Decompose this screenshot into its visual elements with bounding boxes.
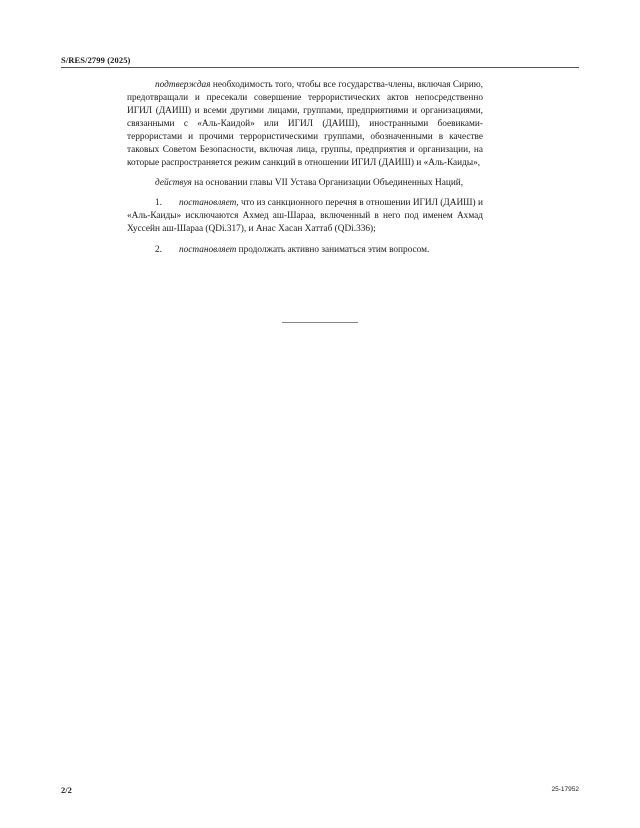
preambular-paragraph — [127, 79, 483, 170]
resolution-body — [127, 79, 483, 264]
paragraph-text: на основании главы VII Устава Организации Объединенных Наций, — [191, 178, 464, 189]
end-separator — [282, 322, 358, 323]
operative-paragraph — [127, 244, 483, 257]
document-symbol: S/RES/2799 (2025) — [61, 55, 131, 65]
paragraph-lead: подтверждая — [155, 80, 211, 90]
paragraph-text: необходимость того, чтобы все государства-члены, включая Сирию, предотвращали и пресекали совершение террористических актов непосредственно ИГИЛ (ДАИШ) и всеми другими лицами, группами, предприятиями и организациями, связанными с «Аль-Каидой» или ИГИЛ (ДАИШ), иностранными боевиками-террористами и прочими террористическими группами, обозначенными в качестве таковых Советом Безопасности, включая лица, группы, предприятия и организации, на которые распространяется режим санкций в отношении ИГИЛ (ДАИШ) и «Аль-Каиды», — [127, 80, 483, 169]
document-number: 25-17952 — [551, 786, 579, 793]
paragraph-text: продолжать активно заниматься этим вопросом. — [236, 244, 430, 255]
operative-paragraph — [127, 197, 483, 236]
paragraph-lead: действуя — [155, 178, 192, 189]
preambular-paragraph — [127, 177, 483, 190]
paragraph-lead: постановляет — [179, 198, 237, 209]
header-divider — [61, 67, 579, 68]
paragraph-number: 1. — [155, 198, 162, 209]
paragraph-lead: постановляет — [179, 244, 237, 255]
paragraph-text: , что из санкционного перечня в отношении ИГИЛ (ДАИШ) и «Аль-Каиды» исключаются Ахмед аш-Шараа, включенный в него под именем Ахмад Хуссейн аш-Шараа (QDi.317), и Анас Хасан Хаттаб (QDi.336); — [127, 198, 483, 235]
page-number: 2/2 — [61, 785, 72, 795]
paragraph-number: 2. — [155, 244, 162, 255]
